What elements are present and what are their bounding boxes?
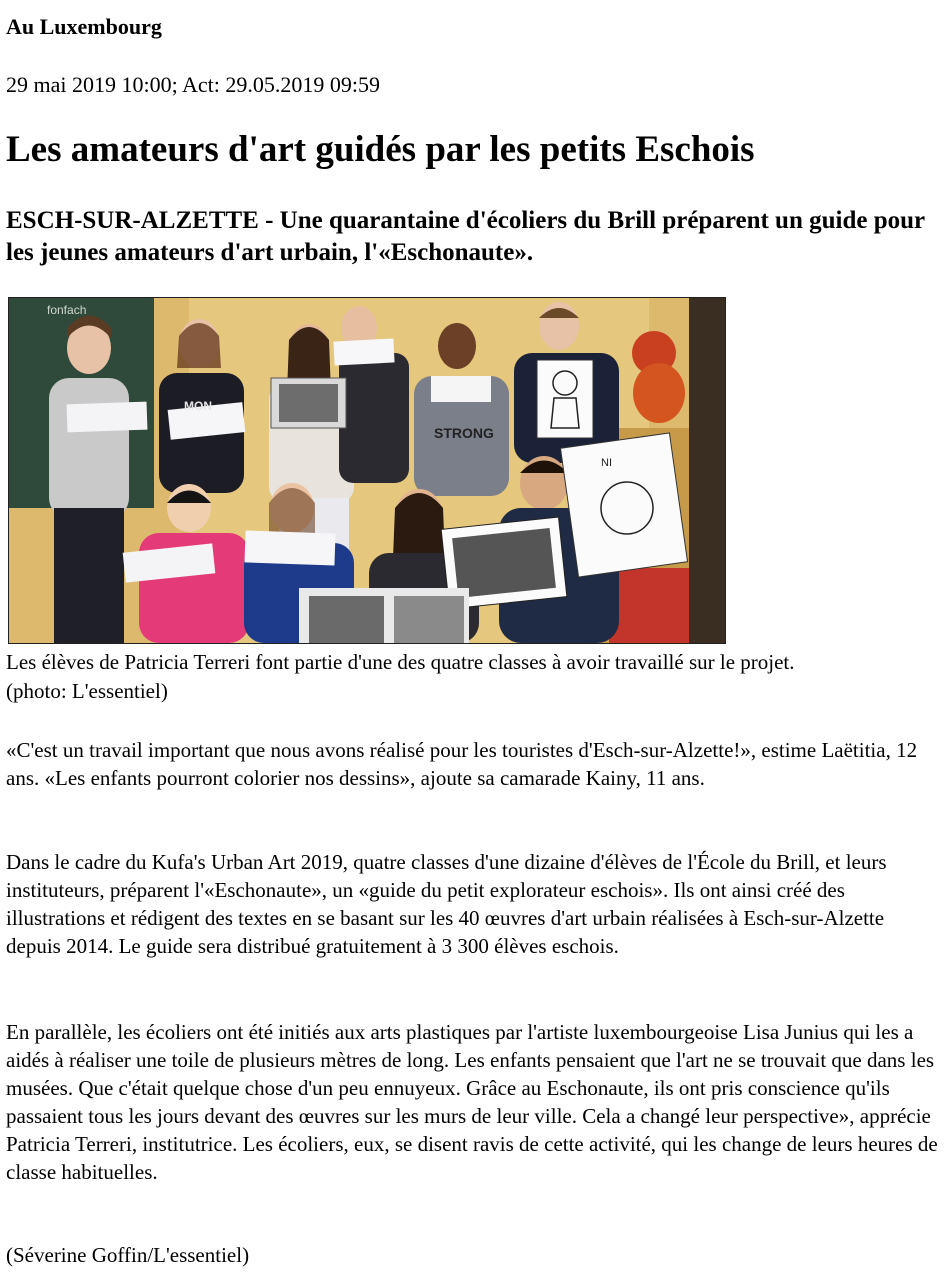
paragraph-parallel: En parallèle, les écoliers ont été initiés aux arts plastiques par l'artiste luxembourgeoise Lisa Junius qui les a aidés à réaliser une toile de plusieurs mètres de long. Les enfants pensaient que l'art ne se trouvait que dans les musées. Que c'était quelque chose d'un peu ennuyeux. Grâce au Eschonaute, ils ont pris conscience qu'ils passaient tous les jours devant des œuvres sur les murs de leur ville. Cela a changé leur perspective», apprécie Patricia Terreri, institutrice. Les écoliers, eux, se disent ravis de cette activité, qui les change de leurs heures de classe habituelles. (6, 1020, 938, 1184)
paragraph-context: Dans le cadre du Kufa's Urban Art 2019, quatre classes d'une dizaine d'élèves de l'École du Brill, et leurs instituteurs, préparent l'«Eschonaute», un «guide du petit explorateur eschois». Ils ont ainsi créé des illustrations et rédigent des textes en se basant sur les 40 œuvres d'art urbain réalisées à Esch-sur-Alzette depuis 2014. Le guide sera distribué gratuitement à 3 300 élèves eschois. (6, 850, 887, 958)
class-photo (8, 297, 726, 644)
photo-credit: (photo: L'essentiel) (6, 679, 168, 703)
dateline: 29 mai 2019 10:00; Act: 29.05.2019 09:59 (6, 72, 380, 97)
drawing-text: NI (601, 457, 612, 469)
shirt-print: STRONG (434, 425, 494, 441)
chalk-writing: fonfach (47, 303, 87, 317)
byline: (Séverine Goffin/L'essentiel) (6, 1243, 250, 1267)
headline: Les amateurs d'art guidés par les petits Eschois (6, 129, 755, 170)
photo-caption (6, 648, 946, 706)
caption-text: Les élèves de Patricia Terreri font partie d'une des quatre classes à avoir travaillé sur le projet. (6, 650, 795, 674)
sweater-print: MON (184, 399, 212, 413)
paragraph-quote: «C'est un travail important que nous avons réalisé pour les touristes d'Esch-sur-Alzette!», estime Laëtitia, 12 ans. «Les enfants pourront colorier nos dessins», ajoute sa camarade Kainy, 11 ans. (6, 738, 918, 790)
section-label: Au Luxembourg (6, 14, 162, 39)
lead-paragraph: ESCH-SUR-ALZETTE - Une quarantaine d'écoliers du Brill préparent un guide pour les jeunes amateurs d'art urbain, l'«Eschonaute». (6, 207, 925, 266)
